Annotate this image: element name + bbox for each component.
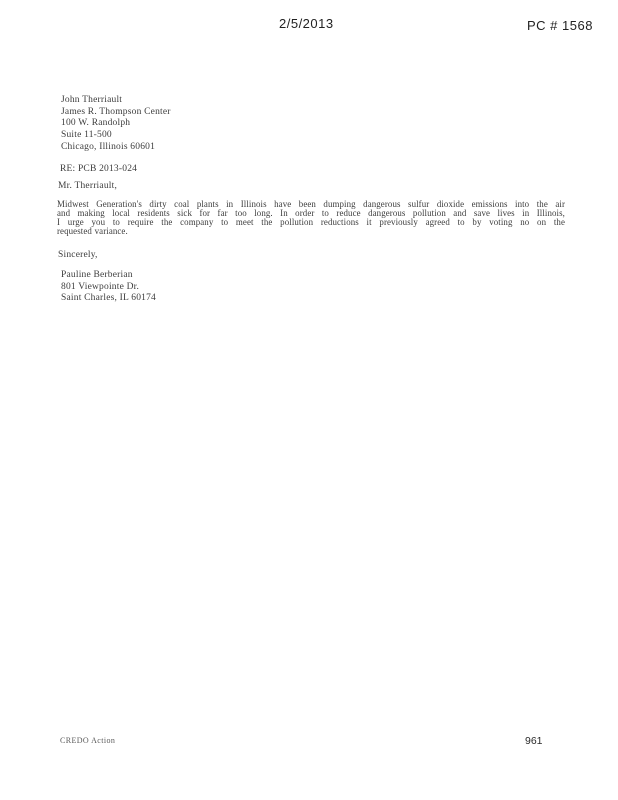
footer-page-number: 961 bbox=[525, 735, 543, 747]
recipient-building: James R. Thompson Center bbox=[61, 106, 171, 117]
recipient-city-state-zip: Chicago, Illinois 60601 bbox=[61, 141, 156, 152]
recipient-street: 100 W. Randolph bbox=[61, 118, 131, 129]
body-line: and making local residents sick for far too long. In order to reduce dangerous pollution and save lives in Illinois, bbox=[57, 209, 565, 219]
recipient-address-block bbox=[61, 95, 171, 153]
header-pc-number-stamp: PC # 1568 bbox=[527, 18, 593, 33]
body-line: requested variance. bbox=[57, 227, 128, 237]
closing: Sincerely, bbox=[58, 250, 98, 260]
body-line: I urge you to require the company to meet the pollution reductions it previously agreed to by voting no on the bbox=[57, 218, 565, 228]
salutation: Mr. Therriault, bbox=[58, 181, 118, 191]
body-line: Midwest Generation's dirty coal plants in Illinois have been dumping dangerous sulfur dioxide emissions into the air bbox=[57, 200, 565, 209]
sender-city-state-zip: Saint Charles, IL 60174 bbox=[61, 293, 157, 304]
reference-line: RE: PCB 2013-024 bbox=[60, 164, 138, 174]
letter-body bbox=[57, 200, 565, 236]
recipient-suite: Suite 11-500 bbox=[61, 130, 112, 141]
header-date-stamp: 2/5/2013 bbox=[279, 16, 334, 31]
footer-organization: CREDO Action bbox=[60, 736, 116, 745]
sender-street: 801 Viewpointe Dr. bbox=[61, 281, 140, 292]
recipient-name: John Therriault bbox=[61, 95, 123, 105]
sender-address-block bbox=[61, 270, 156, 305]
sender-name: Pauline Berberian bbox=[61, 270, 133, 280]
